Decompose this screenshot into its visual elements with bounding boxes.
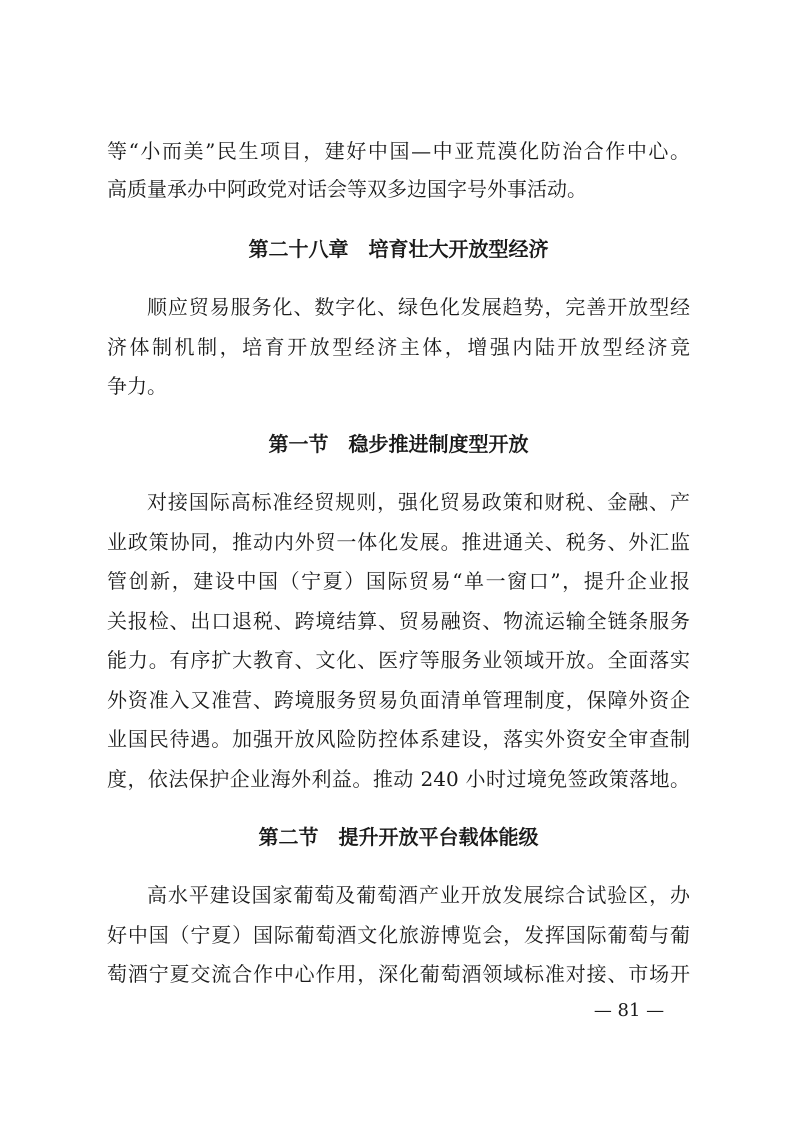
paragraph-line: 度，依法保护企业海外利益。推动 240 小时过境免签政策落地。 — [107, 767, 690, 791]
paragraph-line: 等“小而美”民生项目，建好中国—中亚荒漠化防治合作中心。 — [107, 139, 690, 163]
paragraph-line: 济体制机制，培育开放型经济主体，增强内陆开放型经济竞 — [107, 335, 690, 359]
paragraph-line: 业政策协同，推动内外贸一体化发展。推进通关、税务、外汇监 — [107, 530, 690, 554]
section-heading: 第二节 提升开放平台载体能级 — [258, 825, 539, 849]
paragraph-line: 萄酒宁夏交流合作中心作用，深化葡萄酒领域标准对接、市场开 — [107, 962, 690, 986]
paragraph-line: 好中国（宁夏）国际葡萄酒文化旅游博览会，发挥国际葡萄与葡 — [107, 923, 690, 947]
section-heading: 第一节 稳步推进制度型开放 — [268, 432, 529, 456]
paragraph-line: 外资准入又准营、跨境服务贸易负面清单管理制度，保障外资企 — [107, 688, 690, 712]
chapter-heading: 第二十八章 培育壮大开放型经济 — [248, 237, 549, 261]
paragraph-line: 能力。有序扩大教育、文化、医疗等服务业领域开放。全面落实 — [107, 648, 690, 672]
paragraph-line: 对接国际高标准经贸规则，强化贸易政策和财税、金融、产 — [147, 490, 690, 514]
paragraph-line: 顺应贸易服务化、数字化、绿色化发展趋势，完善开放型经 — [147, 295, 690, 319]
paragraph-line: 高水平建设国家葡萄及葡萄酒产业开放发展综合试验区，办 — [147, 883, 690, 907]
paragraph-line: 管创新，建设中国（宁夏）国际贸易“单一窗口”，提升企业报 — [107, 569, 690, 593]
paragraph-line: 高质量承办中阿政党对话会等双多边国字号外事活动。 — [107, 177, 587, 201]
page-number: — 81 — — [593, 1000, 665, 1021]
paragraph-line: 关报检、出口退税、跨境结算、贸易融资、物流运输全链条服务 — [107, 609, 690, 633]
paragraph-line: 争力。 — [107, 374, 167, 398]
paragraph-line: 业国民待遇。加强开放风险防控体系建设，落实外资安全审查制 — [107, 727, 690, 751]
